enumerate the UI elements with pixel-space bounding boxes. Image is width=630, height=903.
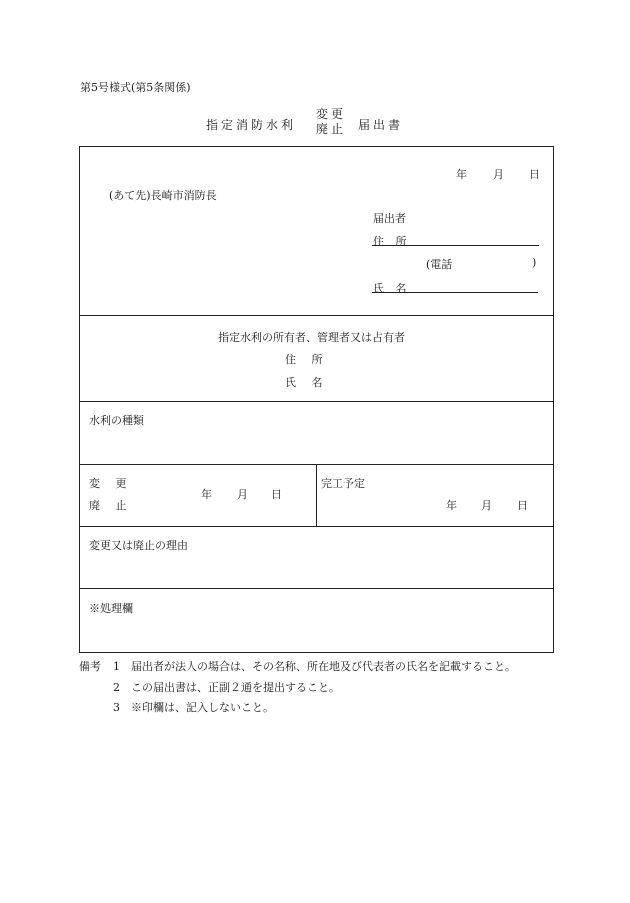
completion-month: 月 xyxy=(481,499,492,512)
form-box xyxy=(79,146,554,653)
note-num: 3 xyxy=(113,701,120,714)
divider-4 xyxy=(80,526,553,527)
title-tail: 届出書 xyxy=(358,118,404,132)
name-field[interactable] xyxy=(372,292,538,293)
owner-heading: 指定水利の所有者、管理者又は占有者 xyxy=(218,331,405,344)
water-type-label: 水利の種類 xyxy=(89,414,144,427)
note-num: 2 xyxy=(113,681,120,694)
date-day: 日 xyxy=(529,168,540,181)
abolish-label: 廃 止 xyxy=(89,499,133,512)
processing-label: ※処理欄 xyxy=(89,602,133,615)
note-text: 届出者が法人の場合は、その名称、所在地及び代表者の氏名を記載すること。 xyxy=(131,660,516,673)
date-year: 年 xyxy=(456,168,467,181)
addressee: (あて先)長崎市消防長 xyxy=(109,189,217,202)
completion-year: 年 xyxy=(446,499,457,512)
notes-heading: 備考 xyxy=(79,660,101,673)
note-text: ※印欄は、記入しないこと。 xyxy=(131,701,274,714)
title-main: 指定消防水利 xyxy=(206,118,297,132)
change-month: 月 xyxy=(237,488,248,501)
address-label: 住 所 xyxy=(373,235,411,248)
date-month: 月 xyxy=(493,168,504,181)
owner-name-label: 氏 名 xyxy=(285,376,329,389)
title-change: 変更 xyxy=(316,107,347,121)
owner-address-label: 住 所 xyxy=(285,353,329,366)
completion-label: 完工予定 xyxy=(321,477,365,490)
note-text: この届出書は、正副２通を提出すること。 xyxy=(131,681,340,694)
change-day: 日 xyxy=(271,488,282,501)
name-label: 氏 名 xyxy=(373,282,411,295)
divider-vertical xyxy=(316,464,317,526)
form-number: 第5号様式(第5条関係) xyxy=(80,81,191,94)
note-num: 1 xyxy=(113,660,120,673)
change-year: 年 xyxy=(201,488,212,501)
change-label: 変 更 xyxy=(89,477,133,490)
title-stack xyxy=(316,107,346,137)
completion-day: 日 xyxy=(517,499,528,512)
divider-1 xyxy=(80,315,553,316)
phone-close: ) xyxy=(532,256,537,269)
address-field[interactable] xyxy=(372,245,539,246)
divider-2 xyxy=(80,401,553,402)
phone-label: (電話 xyxy=(426,258,453,271)
title-abolish: 廃止 xyxy=(316,122,347,136)
reason-label: 変更又は廃止の理由 xyxy=(89,539,188,552)
notifier-label: 届出者 xyxy=(373,212,406,225)
divider-5 xyxy=(80,588,553,589)
